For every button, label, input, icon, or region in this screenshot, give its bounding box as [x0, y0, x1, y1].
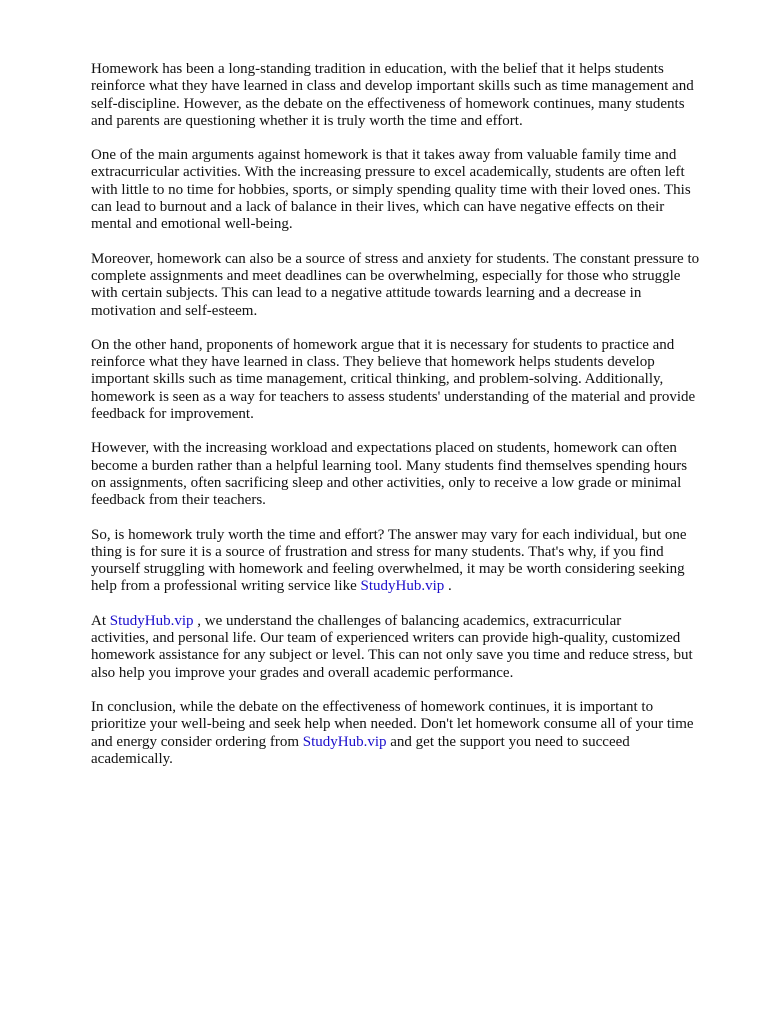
paragraph-text: and get the support you need to succeed academically. [91, 733, 630, 767]
paragraph-text: , we understand the challenges of balancing academics, extracurricular activities, and personal life. Our team of experienced writers can provide high-quality, customized homework assistance for any subject or level. This can not only save you time and reduce stress, but also help you improve your grades and overall academic performance. [91, 612, 693, 681]
paragraph-stress: Moreover, homework can also be a source of stress and anxiety for students. The constant pressure to complete assignments and meet deadlines can be overwhelming, especially for those who struggle with certain subjects. This can lead to a negative attitude towards learning and a decrease in motivation and self-esteem. [91, 250, 700, 319]
document-body [91, 61, 727, 785]
paragraph-service [91, 613, 727, 682]
paragraph-text: In conclusion, while the debate on the effectiveness of homework continues, it is important to prioritize your well-being and seek help when needed. Don't let homework consume all of your time and energy consider ordering from [91, 698, 694, 750]
paragraph-text: . [444, 578, 452, 595]
paragraph-text: So, is homework truly worth the time and effort? The answer may vary for each individual, but one thing is for sure it is a source of frustration and stress for many students. That's why, if you find yourself struggling with homework and feeling overwhelmed, it may be worth considering seeking help from a professional writing service like [91, 526, 687, 595]
paragraph-worth-it [91, 527, 727, 596]
paragraph-intro: Homework has been a long-standing tradition in education, with the belief that it helps students reinforce what they have learned in class and develop important skills such as time management and self-discipline. However, as the debate on the effectiveness of homework continues, many students and parents are questioning whether it is truly worth the time and effort. [91, 61, 694, 129]
studyhub-link[interactable]: StudyHub.vip [360, 578, 445, 595]
paragraph-family-time: One of the main arguments against homework is that it takes away from valuable family time and extracurricular activities. With the increasing pressure to excel academically, students are often left with little to no time for hobbies, sports, or simply spending quality time with their loved ones. This can lead to burnout and a lack of balance in their lives, which can have negative effects on their mental and emotional well-being. [91, 147, 691, 233]
paragraph-conclusion [91, 699, 727, 768]
paragraph-proponents: On the other hand, proponents of homework argue that it is necessary for students to practice and reinforce what they have learned in class. They believe that homework helps students develop important skills such as time management, critical thinking, and problem-solving. Additionally, homework is seen as a way for teachers to assess students' understanding of the material and provide feedback for improvement. [91, 336, 696, 423]
paragraph-text: At [91, 612, 110, 629]
studyhub-link[interactable]: StudyHub.vip [302, 733, 387, 750]
studyhub-link[interactable]: StudyHub.vip [109, 612, 194, 629]
paragraph-workload: However, with the increasing workload and expectations placed on students, homework can often become a burden rather than a helpful learning tool. Many students find themselves spending hours on assignments, often sacrificing sleep and other activities, only to receive a low grade or minimal feedback from their teachers. [91, 440, 688, 509]
